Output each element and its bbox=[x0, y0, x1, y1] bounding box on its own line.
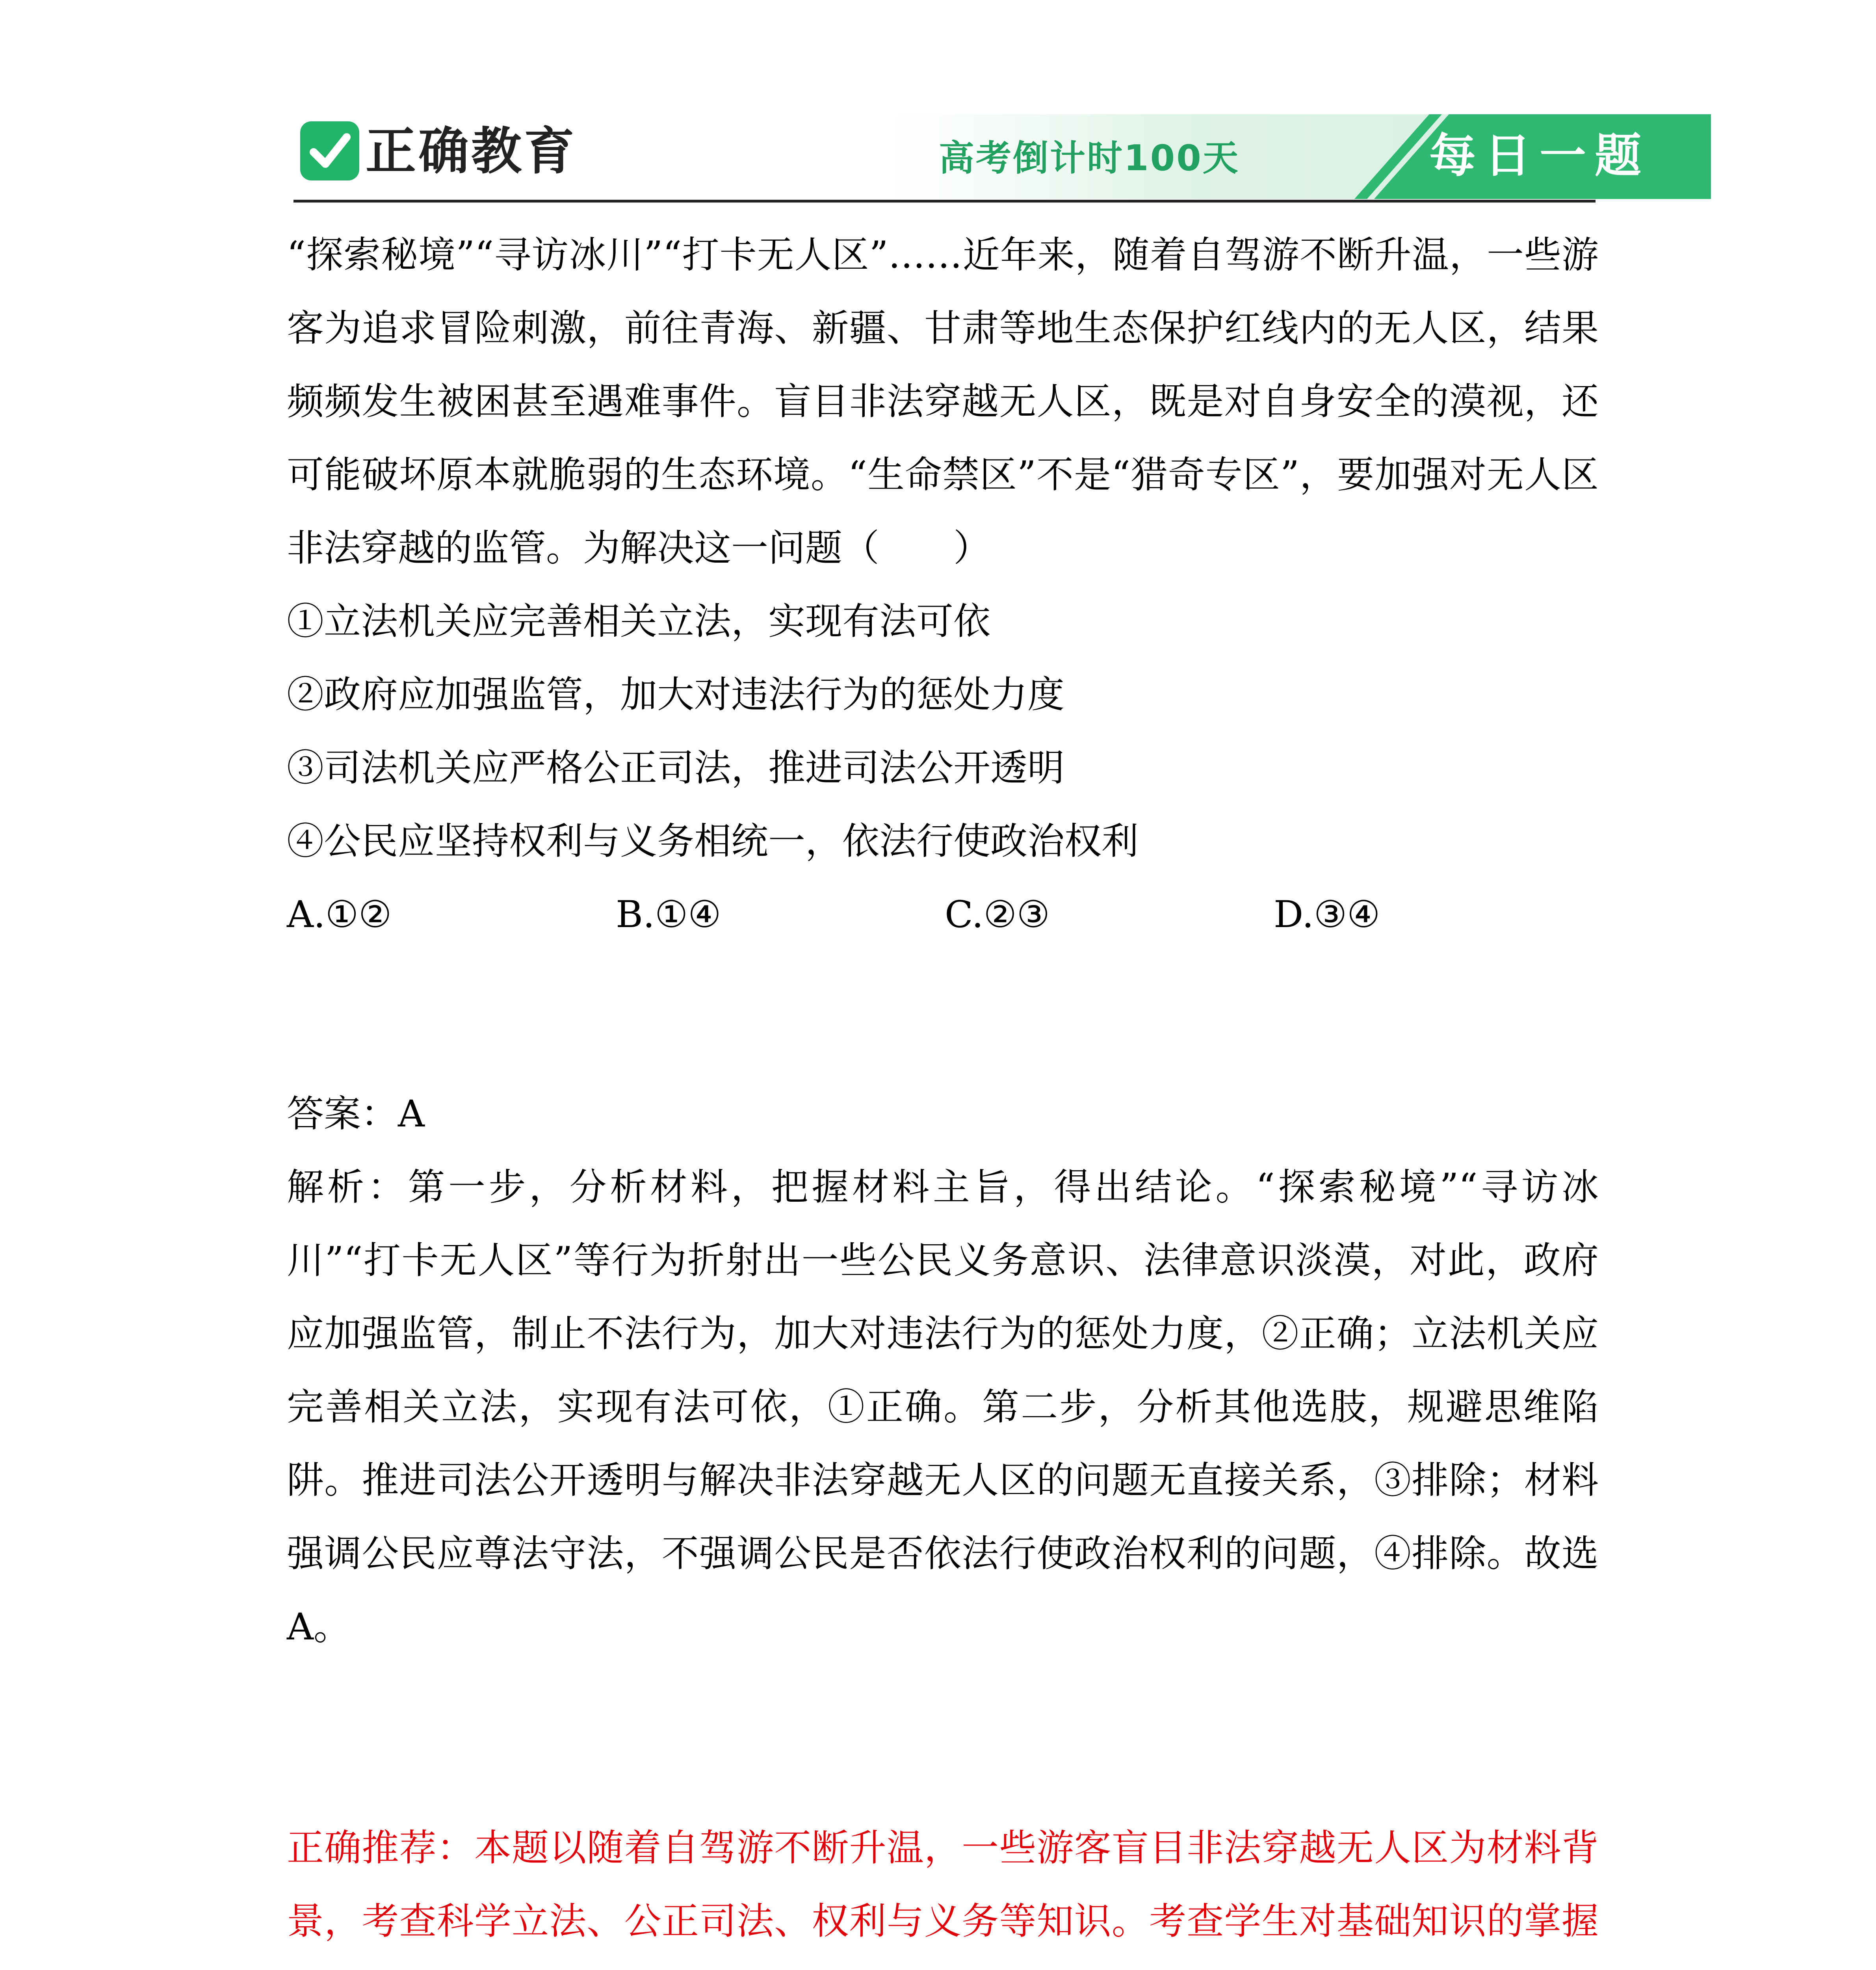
brand-logo-text: 正确教育 bbox=[366, 122, 577, 181]
choice-a: A.①② bbox=[287, 893, 392, 936]
recommendation-text: 正确推荐：本题以随着自驾游不断升温，一些游客盲目非法穿越无人区为材料背景，考查科学立法、公正司法、权利与义务等知识。考查学生对基础知识的掌握 bbox=[287, 1827, 1599, 1943]
spacer bbox=[287, 952, 1599, 1078]
statement-3: ③司法机关应严格公正司法，推进司法公开透明 bbox=[287, 747, 1065, 790]
question-stem: “探索秘境”“寻访冰川”“打卡无人区”……近年来，随着自驾游不断升温，一些游客为追求冒险刺激，前往青海、新疆、甘肃等地生态保护红线内的无人区，结果频频发生被困甚至遇难事件。盲目非法穿越无人区，既是对自身安全的漠视，还可能破坏原本就脆弱的生态环境。“生命禁区”不是“猎奇专区”，要加强对无人区非法穿越的监管。为解决这一问题（ ） bbox=[287, 234, 1599, 570]
choice-d: D.③④ bbox=[1274, 893, 1380, 936]
answer-choices bbox=[287, 878, 1599, 952]
daily-question-label: 每日一题 bbox=[1429, 128, 1650, 183]
statement-1: ①立法机关应完善相关立法，实现有法可依 bbox=[287, 600, 991, 643]
page-header bbox=[287, 114, 1711, 199]
countdown-text: 高考倒计时100天 bbox=[939, 138, 1240, 179]
statement-4: ④公民应坚持权利与义务相统一，依法行使政治权利 bbox=[287, 820, 1139, 863]
spacer bbox=[287, 1664, 1599, 1812]
analysis-text: 解析：第一步，分析材料，把握材料主旨，得出结论。“探索秘境”“寻访冰川”“打卡无人区”等行为折射出一些公民义务意识、法律意识淡漠，对此，政府应加强监管，制止不法行为，加大对违法行为的惩处力度，②正确；立法机关应完善相关立法，实现有法可依，①正确。第二步，分析其他选肢，规避思维陷阱。推进司法公开透明与解决非法穿越无人区的问题无直接关系，③排除；材料强调公民应尊法守法，不强调公民是否依法行使政治权利的问题，④排除。故选 A。 bbox=[287, 1166, 1599, 1648]
header-divider bbox=[293, 200, 1596, 203]
statement-2: ②政府应加强监管，加大对违法行为的惩处力度 bbox=[287, 673, 1065, 716]
check-icon bbox=[300, 121, 359, 180]
answer-line: 答案：A bbox=[287, 1093, 425, 1136]
choice-b: B.①④ bbox=[616, 893, 721, 936]
choice-c: C.②③ bbox=[945, 893, 1050, 936]
question-content bbox=[287, 219, 1599, 1970]
